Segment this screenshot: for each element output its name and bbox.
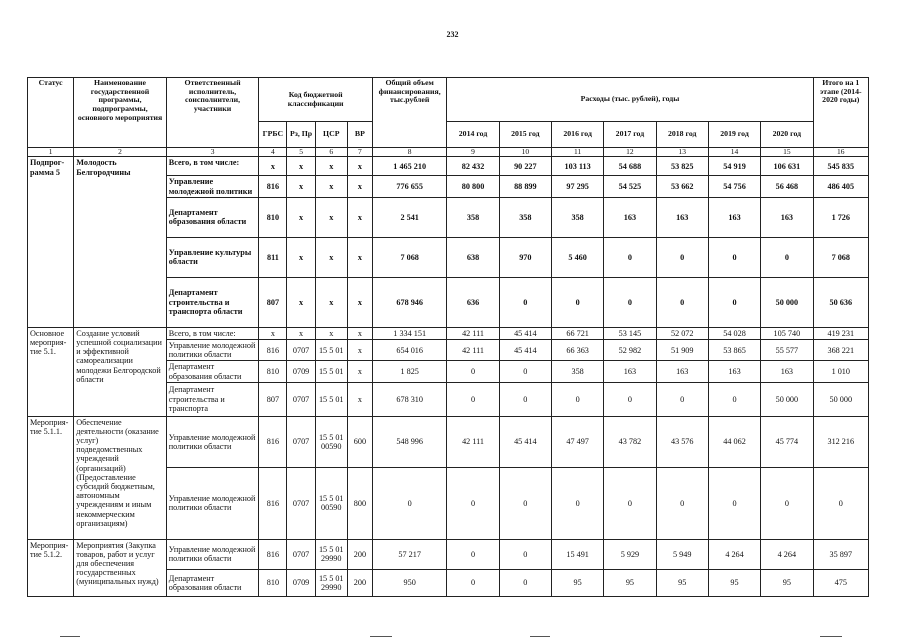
row-year-value: 0 <box>761 467 813 539</box>
row-stage-total: 545 835 <box>813 157 868 176</box>
row-year-value: 44 062 <box>708 416 760 467</box>
row-vr: 200 <box>347 569 372 596</box>
row-year-value: 42 111 <box>447 416 499 467</box>
row-executor: Управление молодежной политики области <box>166 467 259 539</box>
row-year-value: 163 <box>761 197 813 237</box>
row-year-value: 0 <box>604 382 656 416</box>
row-stage-total: 35 897 <box>813 539 868 569</box>
row-stage-total: 1 726 <box>813 197 868 237</box>
row-year-value: 0 <box>551 467 603 539</box>
col-number: 5 <box>287 148 315 157</box>
row-year-value: 0 <box>499 539 551 569</box>
row-year-value: 636 <box>447 277 499 327</box>
row-vr: 800 <box>347 467 372 539</box>
row-year-value: 0 <box>447 569 499 596</box>
row-year-value: 0 <box>656 277 708 327</box>
row-executor: Всего, в том числе: <box>166 327 259 339</box>
row-year-value: 0 <box>604 467 656 539</box>
header-total-funding: Общий объем финансирования, тыс.рублей <box>372 78 446 148</box>
row-grbs: 816 <box>259 467 287 539</box>
row-rzpr: 0707 <box>287 416 315 467</box>
row-name: Мероприятия (Закупка товаров, работ и услуг для обеспечения государственных (муниципальных нужд) <box>74 539 167 596</box>
row-year-value: 4 264 <box>708 539 760 569</box>
header-rzpr: Рз, Пр <box>287 122 315 148</box>
table-row <box>28 327 869 339</box>
row-year-value: 103 113 <box>551 157 603 176</box>
row-stage-total: 312 216 <box>813 416 868 467</box>
row-csr: х <box>315 176 347 197</box>
row-year-value: 53 865 <box>708 339 760 360</box>
row-grbs: 816 <box>259 416 287 467</box>
col-number: 3 <box>166 148 259 157</box>
row-executor: Управление молодежной политики области <box>166 539 259 569</box>
row-year-value: 106 631 <box>761 157 813 176</box>
row-year-value: 53 662 <box>656 176 708 197</box>
row-stage-total: 1 010 <box>813 361 868 382</box>
row-csr: 15 5 01 00590 <box>315 416 347 467</box>
row-rzpr: 0709 <box>287 569 315 596</box>
row-year-value: 0 <box>761 237 813 277</box>
row-year-value: 47 497 <box>551 416 603 467</box>
row-total: 1 465 210 <box>372 157 446 176</box>
col-number: 2 <box>74 148 167 157</box>
row-year-value: 163 <box>761 361 813 382</box>
row-year-value: 82 432 <box>447 157 499 176</box>
table-row <box>28 416 869 467</box>
row-year-value: 95 <box>604 569 656 596</box>
row-executor: Департамент строительства и транспорта области <box>166 277 259 327</box>
header-stage-total: Итого на 1 этапе (2014-2020 годы) <box>813 78 868 148</box>
header-name: Наименование государственной программы, подпрограммы, основного мероприятия <box>74 78 167 148</box>
row-year-value: 0 <box>604 237 656 277</box>
row-year-value: 66 363 <box>551 339 603 360</box>
col-number: 10 <box>499 148 551 157</box>
row-rzpr: х <box>287 277 315 327</box>
row-year-value: 358 <box>551 361 603 382</box>
row-year-value: 88 899 <box>499 176 551 197</box>
row-vr: х <box>347 237 372 277</box>
row-grbs: 811 <box>259 237 287 277</box>
row-year-value: 97 295 <box>551 176 603 197</box>
row-total: 7 068 <box>372 237 446 277</box>
col-number: 14 <box>708 148 760 157</box>
scan-edge-line <box>370 636 392 637</box>
row-total: 0 <box>372 467 446 539</box>
row-year-value: 0 <box>656 237 708 277</box>
row-year-value: 45 414 <box>499 416 551 467</box>
row-year-value: 0 <box>708 237 760 277</box>
row-year-value: 95 <box>761 569 813 596</box>
row-year-value: 105 740 <box>761 327 813 339</box>
row-csr: х <box>315 327 347 339</box>
row-stage-total: 0 <box>813 467 868 539</box>
header-year-2017: 2017 год <box>604 122 656 148</box>
row-year-value: 43 576 <box>656 416 708 467</box>
scan-edge-line <box>820 636 842 637</box>
row-year-value: 0 <box>708 382 760 416</box>
row-rzpr: 0707 <box>287 467 315 539</box>
row-stage-total: 7 068 <box>813 237 868 277</box>
row-year-value: 0 <box>499 467 551 539</box>
row-year-value: 358 <box>499 197 551 237</box>
column-numbers-row <box>28 148 869 157</box>
row-executor: Департамент образования области <box>166 569 259 596</box>
row-grbs: 807 <box>259 382 287 416</box>
row-year-value: 163 <box>604 361 656 382</box>
row-year-value: 95 <box>656 569 708 596</box>
scan-edge-line <box>530 636 550 637</box>
row-year-value: 50 000 <box>761 382 813 416</box>
row-year-value: 638 <box>447 237 499 277</box>
col-number: 12 <box>604 148 656 157</box>
row-status: Основное мероприя-тие 5.1. <box>28 327 74 416</box>
row-rzpr: х <box>287 197 315 237</box>
row-rzpr: 0709 <box>287 361 315 382</box>
row-year-value: 4 264 <box>761 539 813 569</box>
row-csr: 15 5 01 <box>315 382 347 416</box>
header-executor: Ответственный исполнитель, соисполнители, участники <box>166 78 259 148</box>
header-csr: ЦСР <box>315 122 347 148</box>
row-year-value: 66 721 <box>551 327 603 339</box>
row-grbs: 816 <box>259 539 287 569</box>
row-csr: 15 5 01 00590 <box>315 467 347 539</box>
col-number: 11 <box>551 148 603 157</box>
row-rzpr: х <box>287 157 315 176</box>
row-year-value: 5 929 <box>604 539 656 569</box>
row-vr: х <box>347 197 372 237</box>
budget-table <box>27 77 869 597</box>
row-year-value: 970 <box>499 237 551 277</box>
row-csr: 15 5 01 <box>315 339 347 360</box>
row-year-value: 163 <box>604 197 656 237</box>
row-vr: 200 <box>347 539 372 569</box>
row-year-value: 0 <box>447 467 499 539</box>
col-number: 9 <box>447 148 499 157</box>
row-year-value: 53 145 <box>604 327 656 339</box>
row-executor: Управление молодежной политики области <box>166 416 259 467</box>
row-name: Молодость Белгородчины <box>74 157 167 327</box>
row-status: Мероприя-тие 5.1.2. <box>28 539 74 596</box>
row-csr: х <box>315 277 347 327</box>
row-year-value: 53 825 <box>656 157 708 176</box>
row-total: 654 016 <box>372 339 446 360</box>
row-year-value: 56 468 <box>761 176 813 197</box>
row-year-value: 163 <box>656 361 708 382</box>
row-total: 678 310 <box>372 382 446 416</box>
row-executor: Департамент образования области <box>166 361 259 382</box>
row-vr: х <box>347 382 372 416</box>
row-year-value: 42 111 <box>447 339 499 360</box>
row-year-value: 54 919 <box>708 157 760 176</box>
col-number: 13 <box>656 148 708 157</box>
col-number: 4 <box>259 148 287 157</box>
row-year-value: 163 <box>708 361 760 382</box>
row-total: 776 655 <box>372 176 446 197</box>
row-year-value: 80 800 <box>447 176 499 197</box>
row-stage-total: 475 <box>813 569 868 596</box>
row-year-value: 0 <box>656 382 708 416</box>
row-stage-total: 368 221 <box>813 339 868 360</box>
row-total: 678 946 <box>372 277 446 327</box>
row-vr: 600 <box>347 416 372 467</box>
row-year-value: 358 <box>447 197 499 237</box>
row-year-value: 52 982 <box>604 339 656 360</box>
row-name: Создание условий успешной социализации и эффективной самореализации молодежи Белгородской области <box>74 327 167 416</box>
row-year-value: 0 <box>499 569 551 596</box>
row-status: Подпрог-рамма 5 <box>28 157 74 327</box>
row-csr: 15 5 01 29990 <box>315 569 347 596</box>
scan-edge-line <box>60 636 80 637</box>
row-grbs: 816 <box>259 176 287 197</box>
row-rzpr: х <box>287 237 315 277</box>
row-year-value: 95 <box>708 569 760 596</box>
row-csr: 15 5 01 <box>315 361 347 382</box>
row-year-value: 163 <box>708 197 760 237</box>
row-year-value: 0 <box>447 539 499 569</box>
row-executor: Департамент строительства и транспорта <box>166 382 259 416</box>
row-year-value: 0 <box>708 467 760 539</box>
header-year-2015: 2015 год <box>499 122 551 148</box>
row-year-value: 0 <box>551 277 603 327</box>
col-number: 6 <box>315 148 347 157</box>
row-year-value: 0 <box>604 277 656 327</box>
row-year-value: 95 <box>551 569 603 596</box>
row-year-value: 45 414 <box>499 327 551 339</box>
row-year-value: 0 <box>447 361 499 382</box>
header-expenses: Расходы (тыс. рублей), годы <box>447 78 813 122</box>
row-vr: х <box>347 176 372 197</box>
row-csr: 15 5 01 29990 <box>315 539 347 569</box>
row-year-value: 0 <box>447 382 499 416</box>
row-year-value: 45 414 <box>499 339 551 360</box>
row-grbs: 810 <box>259 569 287 596</box>
row-grbs: 810 <box>259 361 287 382</box>
row-grbs: 810 <box>259 197 287 237</box>
col-number: 15 <box>761 148 813 157</box>
header-year-2016: 2016 год <box>551 122 603 148</box>
row-rzpr: х <box>287 176 315 197</box>
row-year-value: 0 <box>499 361 551 382</box>
row-total: 1 334 151 <box>372 327 446 339</box>
row-year-value: 54 688 <box>604 157 656 176</box>
row-csr: х <box>315 197 347 237</box>
header-vr: ВР <box>347 122 372 148</box>
row-grbs: 807 <box>259 277 287 327</box>
row-year-value: 54 525 <box>604 176 656 197</box>
col-number: 8 <box>372 148 446 157</box>
row-year-value: 5 949 <box>656 539 708 569</box>
row-rzpr: 0707 <box>287 382 315 416</box>
row-csr: х <box>315 157 347 176</box>
row-vr: х <box>347 157 372 176</box>
row-year-value: 15 491 <box>551 539 603 569</box>
row-total: 950 <box>372 569 446 596</box>
row-year-value: 0 <box>499 277 551 327</box>
page-number: 232 <box>446 30 459 39</box>
col-number: 1 <box>28 148 74 157</box>
row-status: Мероприя-тие 5.1.1. <box>28 416 74 539</box>
row-year-value: 163 <box>656 197 708 237</box>
row-year-value: 0 <box>499 382 551 416</box>
row-vr: х <box>347 277 372 327</box>
header-year-2020: 2020 год <box>761 122 813 148</box>
row-year-value: 0 <box>708 277 760 327</box>
row-year-value: 51 909 <box>656 339 708 360</box>
row-year-value: 0 <box>656 467 708 539</box>
row-stage-total: 50 000 <box>813 382 868 416</box>
header-year-2018: 2018 год <box>656 122 708 148</box>
row-stage-total: 419 231 <box>813 327 868 339</box>
row-year-value: 43 782 <box>604 416 656 467</box>
header-year-2014: 2014 год <box>447 122 499 148</box>
header-grbs: ГРБС <box>259 122 287 148</box>
header-budget-code: Код бюджетной классификации <box>259 78 373 122</box>
row-executor: Управление молодежной политики области <box>166 339 259 360</box>
row-vr: х <box>347 361 372 382</box>
row-year-value: 55 577 <box>761 339 813 360</box>
row-year-value: 0 <box>551 382 603 416</box>
row-grbs: х <box>259 327 287 339</box>
row-rzpr: х <box>287 327 315 339</box>
row-year-value: 42 111 <box>447 327 499 339</box>
row-year-value: 54 756 <box>708 176 760 197</box>
row-total: 1 825 <box>372 361 446 382</box>
row-vr: х <box>347 339 372 360</box>
row-total: 2 541 <box>372 197 446 237</box>
row-executor: Управление культуры области <box>166 237 259 277</box>
row-year-value: 45 774 <box>761 416 813 467</box>
row-total: 57 217 <box>372 539 446 569</box>
row-executor: Департамент образования области <box>166 197 259 237</box>
row-executor: Управление молодежной политики <box>166 176 259 197</box>
header-status: Статус <box>28 78 74 148</box>
table-row <box>28 157 869 176</box>
header-year-2019: 2019 год <box>708 122 760 148</box>
row-year-value: 90 227 <box>499 157 551 176</box>
row-stage-total: 486 405 <box>813 176 868 197</box>
row-year-value: 52 072 <box>656 327 708 339</box>
row-grbs: х <box>259 157 287 176</box>
row-grbs: 816 <box>259 339 287 360</box>
table-row <box>28 539 869 569</box>
col-number: 16 <box>813 148 868 157</box>
row-executor: Всего, в том числе: <box>166 157 259 176</box>
row-vr: х <box>347 327 372 339</box>
row-year-value: 50 000 <box>761 277 813 327</box>
row-rzpr: 0707 <box>287 339 315 360</box>
row-rzpr: 0707 <box>287 539 315 569</box>
row-name: Обеспечение деятельности (оказание услуг) подведомственных учреждений (организаций) (Предоставление субсидий бюджетным, автономным учреждениям и иным некоммерческим организациям) <box>74 416 167 539</box>
row-year-value: 5 460 <box>551 237 603 277</box>
col-number: 7 <box>347 148 372 157</box>
row-stage-total: 50 636 <box>813 277 868 327</box>
row-total: 548 996 <box>372 416 446 467</box>
row-year-value: 358 <box>551 197 603 237</box>
row-csr: х <box>315 237 347 277</box>
row-year-value: 54 028 <box>708 327 760 339</box>
